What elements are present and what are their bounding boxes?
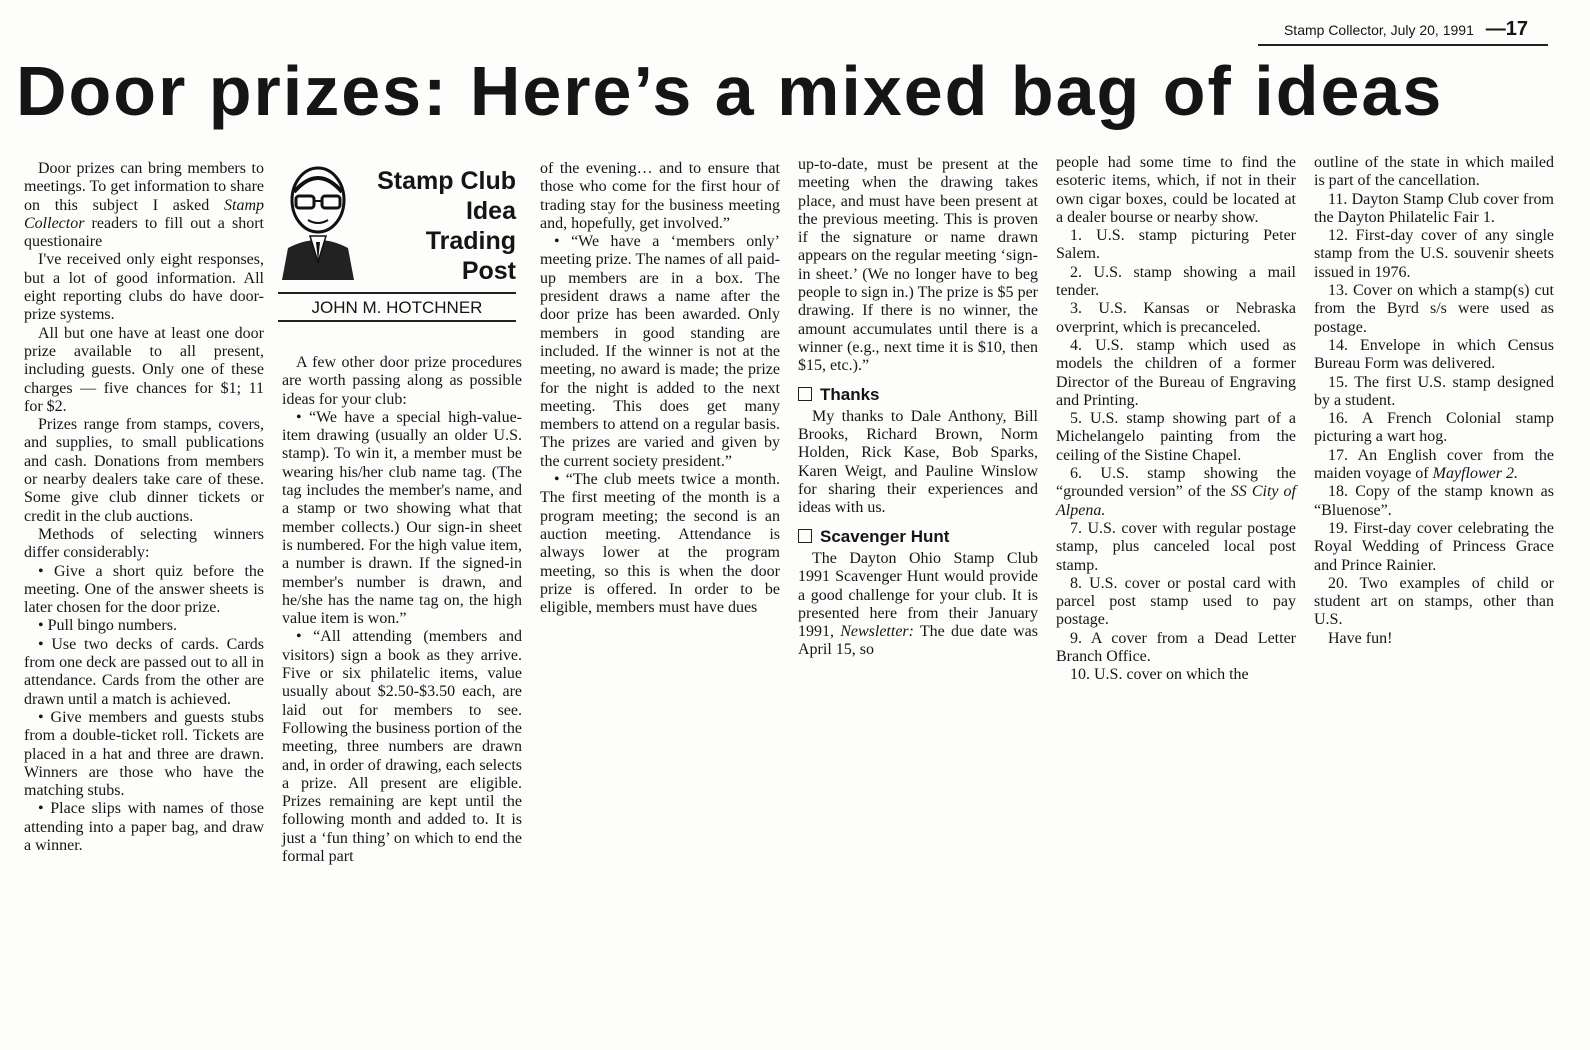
list-item: • Pull bingo numbers. [38, 617, 177, 635]
article-column-5 [1056, 154, 1296, 685]
paragraph: The Dayton Ohio Stamp Club 1991 Scavenger Hunt would provide a good challenge for your club. It is presented here from their January 1991, Newsletter: The due date was April 15, so [798, 549, 1038, 659]
headline: Door prizes: Here’s a mixed bag of ideas [16, 52, 1444, 130]
paragraph: Door prizes can bring members to meetings. To get information to share on this subject I asked Stamp Collector readers to fill out a short questionaire [24, 160, 264, 251]
publication-date: Stamp Collector, July 20, 1991 [1283, 22, 1474, 38]
checkbox-icon [798, 529, 812, 543]
list-item: • Give a short quiz before the meeting. One of the answer sheets is later chosen for the door prize. [24, 562, 264, 617]
list-item: 8. U.S. cover or postal card with parcel post stamp used to pay postage. [1056, 574, 1296, 629]
list-item: 11. Dayton Stamp Club cover from the Dayton Philatelic Fair 1. [1314, 190, 1554, 226]
list-item: 18. Copy of the stamp known as “Bluenose”. [1314, 483, 1554, 519]
list-item: 1. U.S. stamp picturing Peter Salem. [1056, 227, 1296, 263]
list-item: 9. A cover from a Dead Letter Branch Office. [1056, 629, 1296, 666]
list-item: 5. U.S. stamp showing part of a Michelangelo painting from the ceiling of the Sistine Chapel. [1056, 410, 1296, 464]
subhead-scavenger-hunt: Scavenger Hunt [798, 528, 1038, 546]
list-item: 14. Envelope in which Census Bureau Form was delivered. [1314, 336, 1554, 373]
list-item: 6. U.S. stamp showing the “grounded version” of the SS City of Alpena. [1056, 465, 1296, 519]
list-item: 19. First-day cover celebrating the Royal Wedding of Princess Grace and Prince Rainier. [1314, 519, 1554, 574]
list-item: • “We have a ‘members only’ meeting prize. The names of all paid-up members are in a box. The president draws a name after the door prize has been awarded. Only members in good standing are included. If the winner is not at the meeting, no award is made; the prize for the night is added to the next meeting. This does get many members to attend on a regular basis. The prizes are varied and given by the current society president.” [540, 233, 780, 470]
list-item: 12. First-day cover of any single stamp from the U.S. souvenir sheets issued in 1976. [1314, 227, 1554, 281]
byline: JOHN M. HOTCHNER [278, 292, 516, 318]
list-item: • Give members and guests stubs from a double-ticket roll. Tickets are placed in a hat and three are drawn. Winners are those who have the matching stubs. [24, 708, 264, 800]
column-logo-box [278, 160, 516, 322]
list-item: • “The club meets twice a month. The first meeting of the month is a program meeting; the second is an auction meeting. Attendance is always lower at the program meeting, so this is when the door prize is offered. In order to be eligible, members must have dues [540, 471, 780, 617]
publication-title: Stamp Collector [24, 196, 264, 232]
subhead-thanks: Thanks [798, 386, 1038, 404]
paragraph: of the evening… and to ensure that those who come for the first hour of trading stay for the business meeting and, hopefully, get involved.” [540, 160, 780, 232]
paragraph: outline of the state in which mailed is part of the cancellation. [1314, 154, 1554, 190]
list-item: • “All attending (members and visitors) sign a book as they arrive. Five or six philatelic items, value usually about $2.50-$3.50 each, are laid out for members to see. Following the business portion of the meeting, three numbers are drawn and, in order of drawing, each selects a prize. All present are eligible. Prizes remaining are kept until the following month and added to. It is just a ‘fun thing’ on which to end the formal part [282, 628, 522, 866]
article-column-6 [1314, 154, 1554, 648]
list-item: 17. An English cover from the maiden voyage of Mayflower 2. [1314, 446, 1554, 483]
paragraph: up-to-date, must be present at the meeting when the drawing takes place, and must have been present at the previous meeting. This is proven if the signature or name drawn appears on the regular meeting ‘sign-in sheet.’ (We no longer have to beg people to sign in.) The prize is $5 per drawing. If there is no winner, the amount accumulates until there is a winner (e.g., next time it is $10, then $15, etc.).” [798, 156, 1038, 375]
column-title: Stamp Club Idea Trading Post [377, 167, 516, 285]
list-item: 7. U.S. cover with regular postage stamp, plus canceled local post stamp. [1056, 519, 1296, 574]
list-item: • Use two decks of cards. Cards from one deck are passed out to all in attendance. Cards from the other are drawn until a match is achieved. [24, 635, 264, 708]
list-item: 20. Two examples of child or student art on stamps, other than U.S. [1314, 574, 1554, 629]
list-item: • “We have a special high-value-item drawing (usually an older U.S. stamp). To win it, a member must be wearing his/her club name tag. (The tag includes the member's name, and a stamp or two showing what that member collects.) Our sign-in sheet is numbered. For the high value item, a number is drawn. If the signed-in member's number is drawn, and he/she has the name tag on, the high value item is won.” [282, 408, 522, 628]
list-item: 13. Cover on which a stamp(s) cut from the Byrd s/s were used as postage. [1314, 282, 1554, 336]
article-column-2 [282, 354, 522, 866]
list-item: 15. The first U.S. stamp designed by a student. [1314, 373, 1554, 409]
list-item: 4. U.S. stamp which used as models the children of a former Director of the Bureau of Engraving and Printing. [1056, 336, 1296, 409]
page-number: —17 [1485, 18, 1528, 40]
list-item: 10. U.S. cover on which the [1070, 666, 1249, 684]
list-item: • Place slips with names of those attending into a paper bag, and draw a winner. [24, 800, 264, 854]
paragraph: Prizes range from stamps, covers, and supplies, to small publications and cash. Donations from members or nearby dealers take care of these. Some give club dinner tickets or credit in the club auctions. [24, 416, 264, 525]
masthead-rule [1258, 44, 1548, 46]
article-column-3 [540, 160, 780, 617]
paragraph: A few other door prize procedures are worth passing along as possible ideas for your club: [282, 354, 522, 408]
list-item: 16. A French Colonial stamp picturing a wart hog. [1314, 410, 1554, 446]
list-item: 2. U.S. stamp showing a mail tender. [1056, 263, 1296, 300]
article-column-1 [24, 160, 264, 855]
paragraph: people had some time to find the esoteric items, which, if not in their own cigar boxes, could be located at a dealer bourse or nearby show. [1056, 154, 1296, 226]
list-item: 3. U.S. Kansas or Nebraska overprint, which is precanceled. [1056, 300, 1296, 336]
running-head [1284, 18, 1528, 41]
paragraph: Methods of selecting winners differ considerably: [24, 525, 264, 562]
paragraph: My thanks to Dale Anthony, Bill Brooks, Richard Brown, Norm Holden, Rick Kase, Bob Sparks, Karen Weigt, and Pauline Winslow for sharing their experiences and ideas with us. [798, 407, 1038, 517]
closing-line: Have fun! [1328, 629, 1393, 647]
checkbox-icon [798, 387, 812, 401]
article-column-4 [798, 156, 1038, 660]
author-portrait-icon [278, 162, 356, 280]
paragraph: All but one have at least one door prize available to all present, including guests. Only one of these charges — five chances for $1; 11 for $2. [24, 324, 264, 415]
paragraph: I've received only eight responses, but a lot of good information. All eight reporting clubs do have door-prize systems. [24, 251, 264, 324]
